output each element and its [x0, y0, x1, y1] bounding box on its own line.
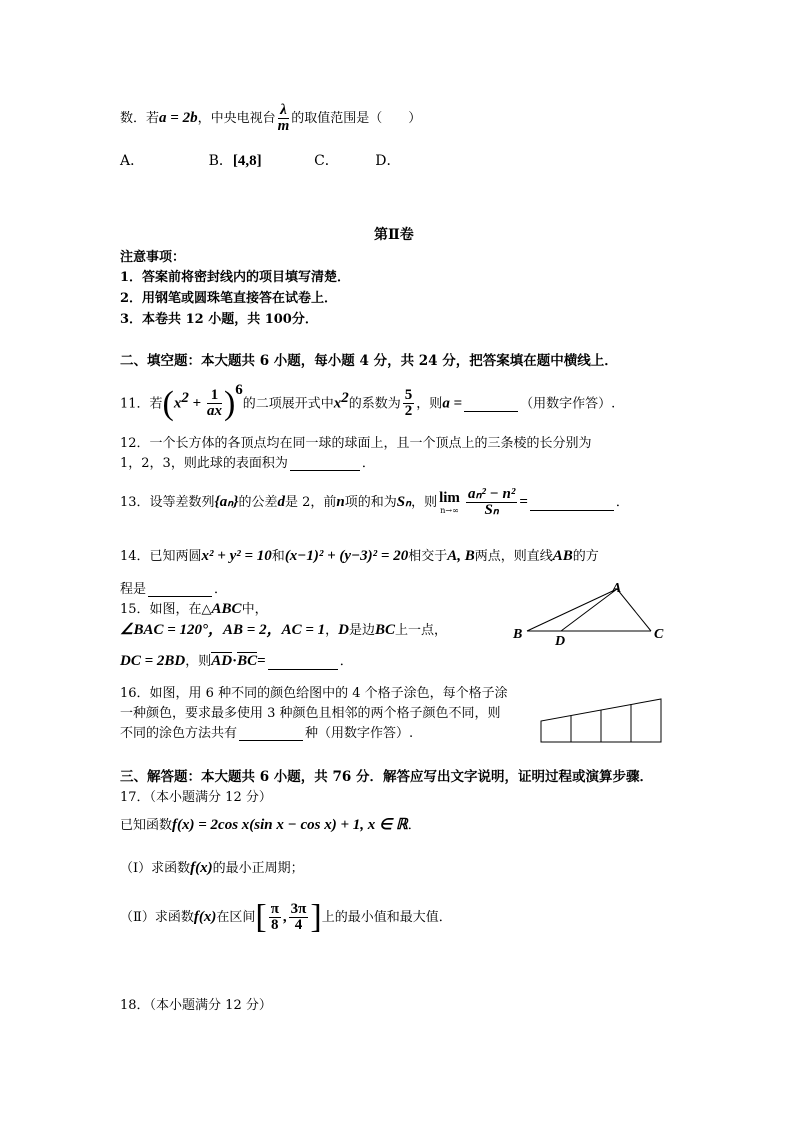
label-a: A [612, 581, 622, 596]
label-b: B [513, 627, 523, 642]
q12-answer-blank[interactable] [290, 456, 360, 471]
q15-line1: 15．如图，在△ABC中， [120, 601, 268, 617]
note-3: 3．本卷共 12 小题，共 100分． [120, 312, 318, 327]
segment-ad [561, 589, 617, 631]
option-d: D． [375, 153, 401, 169]
grid-figure [538, 696, 664, 746]
q16-line3: 不同的涂色方法共有 种（用数字作答）. [120, 726, 414, 741]
label-d: D [555, 634, 566, 649]
note-1: 1．答案前将密封线内的项目填写清楚． [120, 270, 351, 285]
q16-line1: 16．如图，用 6 种不同的颜色给图中的 4 个格子涂色，每个格子涂 [120, 686, 508, 701]
segment-ac [617, 589, 651, 631]
q15-answer-blank[interactable] [268, 655, 338, 670]
q18-title: 18．（本小题满分 12 分） [120, 998, 272, 1013]
q12-line2: 1，2，3，则此球的表面积为 ． [120, 456, 375, 471]
q17-title: 17．（本小题满分 12 分） [120, 790, 272, 805]
segment-ab [527, 589, 617, 631]
option-a: A． [120, 153, 145, 169]
q17-given: 已知函数f(x) = 2cos x(sin x − cos x) + 1, x ∈ ℝ． [120, 817, 421, 833]
q13: 13．设等差数列{aₙ}的公差d是 2，前n项的和为Sₙ，则 lim n→∞ $\frac{\text{aₙ² − n²}}{\text{Sₙ}}$ = ． [120, 486, 629, 518]
q14-line2: 程是 ． [120, 582, 228, 597]
q10-options [120, 150, 400, 170]
q11: 11．若($x^2$ + $\frac{1}{ax}$ )$^6$的二项展开式中$x^2$的系数为 $\frac{5}{2}$ ，则a = （用数字作答）. [120, 382, 616, 422]
q17-part2: （Ⅱ）求函数f(x)在区间[ $\frac{\pi}{8}$ , $\frac{3\pi}{4}$ ]上的最小值和最大值． [120, 898, 452, 936]
part2-title: 第Ⅱ卷 [374, 227, 414, 243]
q14-answer-blank[interactable] [148, 582, 212, 597]
triangle-figure [505, 575, 675, 650]
q14-line1: 14．已知两圆x² + y² = 10和(x−1)² + (y−3)² = 20相交于A, B两点，则直线AB的方 [120, 548, 599, 564]
q16-answer-blank[interactable] [239, 726, 303, 741]
q15-line3: DC = 2BD，则AD·BC= ． [120, 653, 353, 669]
note-2: 2．用钢笔或圆珠笔直接答在试卷上． [120, 291, 338, 306]
notes-title: 注意事项： [120, 250, 186, 265]
label-c: C [654, 627, 664, 642]
option-c: C． [314, 153, 339, 169]
q11-answer-blank[interactable] [464, 395, 518, 412]
section3-heading: 三、解答题：本大题共 6 小题，共 76 分．解答应写出文字说明，证明过程或演算步骤． [120, 769, 653, 785]
q15-line2: ∠BAC = 120°，AB = 2，AC = 1，D是边BC上一点， [120, 622, 448, 638]
section2-heading: 二、填空题：本大题共 6 小题，每小题 4 分，共 24 分，把答案填在题中横线上． [120, 353, 618, 369]
q10-stem: 数．若a = 2b，中央电视台 $\frac{\lambda}{m}$ 的取值范围是（ ） [120, 102, 422, 134]
q10-fraction: $\frac{\lambda}{m}$ [277, 102, 290, 134]
option-b: B．[4,8] [208, 153, 262, 169]
q13-answer-blank[interactable] [530, 494, 614, 511]
q16-line2: 一种颜色，要求最多使用 3 种颜色且相邻的两个格子颜色不同，则 [120, 706, 501, 721]
q17-part1: （Ⅰ）求函数f(x)的最小正周期； [120, 860, 304, 876]
q12-line1: 12．一个长方体的各顶点均在同一球的球面上，且一个顶点上的三条棱的长分别为 [120, 436, 592, 451]
